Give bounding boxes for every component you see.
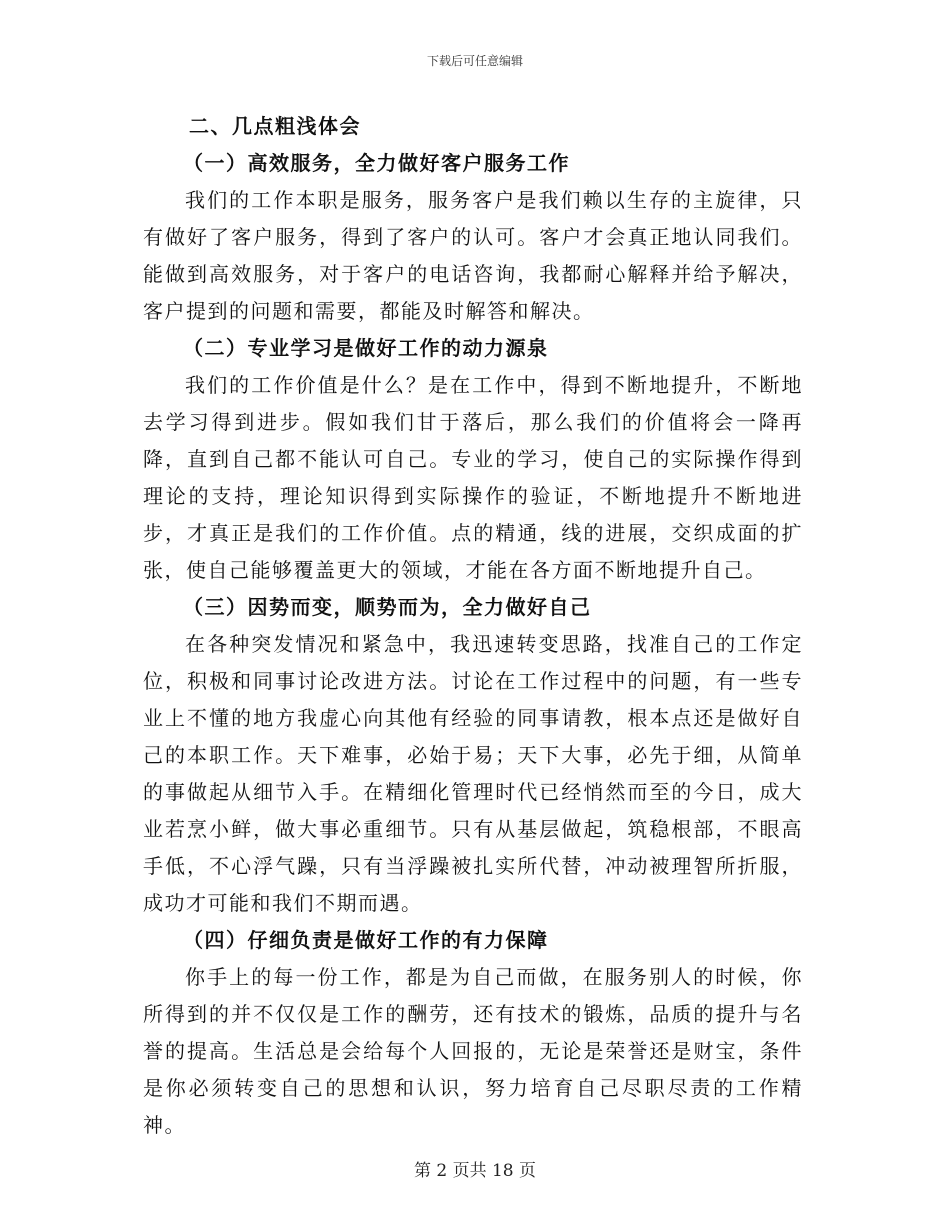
paragraph-2: 我们的工作价值是什么？是在工作中，得到不断地提升，不断地去学习得到进步。假如我们甘于落后，那么我们的价值将会一降再降，直到自己都不能认可自己。专业的学习，使自己的实际操作得到理论的支持，理论知识得到实际操作的验证，不断地提升不断地进步，才真正是我们的工作价值。点的精通，线的进展，交织成面的扩张，使自己能够覆盖更大的领域，才能在各方面不断地提升自己。 xyxy=(143,373,803,582)
subsection-heading-2: （二）专业学习是做好工作的动力源泉 xyxy=(183,336,549,360)
page-footer: 第 2 页共 18 页 xyxy=(413,1161,537,1181)
paragraph-1: 我们的工作本职是服务，服务客户是我们赖以生存的主旋律，只有做好了客户服务，得到了客户的认可。客户才会真正地认同我们。能做到高效服务，对于客户的电话咨询，我都耐心解释并给予解决，客户提到的问题和需要，都能及时解答和解决。 xyxy=(143,188,803,323)
section-heading: 二、几点粗浅体会 xyxy=(189,114,361,138)
subsection-heading-3: （三）因势而变，顺势而为，全力做好自己 xyxy=(183,595,592,619)
subsection-heading-1: （一）高效服务，全力做好客户服务工作 xyxy=(183,151,570,175)
paragraph-4: 你手上的每一份工作，都是为自己而做，在服务别人的时候，你所得到的并不仅仅是工作的酬劳，还有技术的锻炼，品质的提升与名誉的提高。生活总是会给每个人回报的，无论是荣誉还是财宝，条件是你必须转变自己的思想和认识，努力培育自己尽职尽责的工作精神。 xyxy=(143,965,803,1137)
page-header: 下载后可任意编辑 xyxy=(426,54,523,68)
document-body xyxy=(143,108,803,1144)
subsection-heading-4: （四）仔细负责是做好工作的有力保障 xyxy=(183,928,549,952)
paragraph-3: 在各种突发情况和紧急中，我迅速转变思路，找准自己的工作定位，积极和同事讨论改进方法。讨论在工作过程中的问题，有一些专业上不懂的地方我虚心向其他有经验的同事请教，根本点还是做好自己的本职工作。天下难事，必始于易；天下大事，必先于细，从简单的事做起从细节入手。在精细化管理时代已经悄然而至的今日，成大业若烹小鲜，做大事必重细节。只有从基层做起，筑稳根部，不眼高手低，不心浮气躁，只有当浮躁被扎实所代替，冲动被理智所折服，成功才可能和我们不期而遇。 xyxy=(143,632,803,915)
